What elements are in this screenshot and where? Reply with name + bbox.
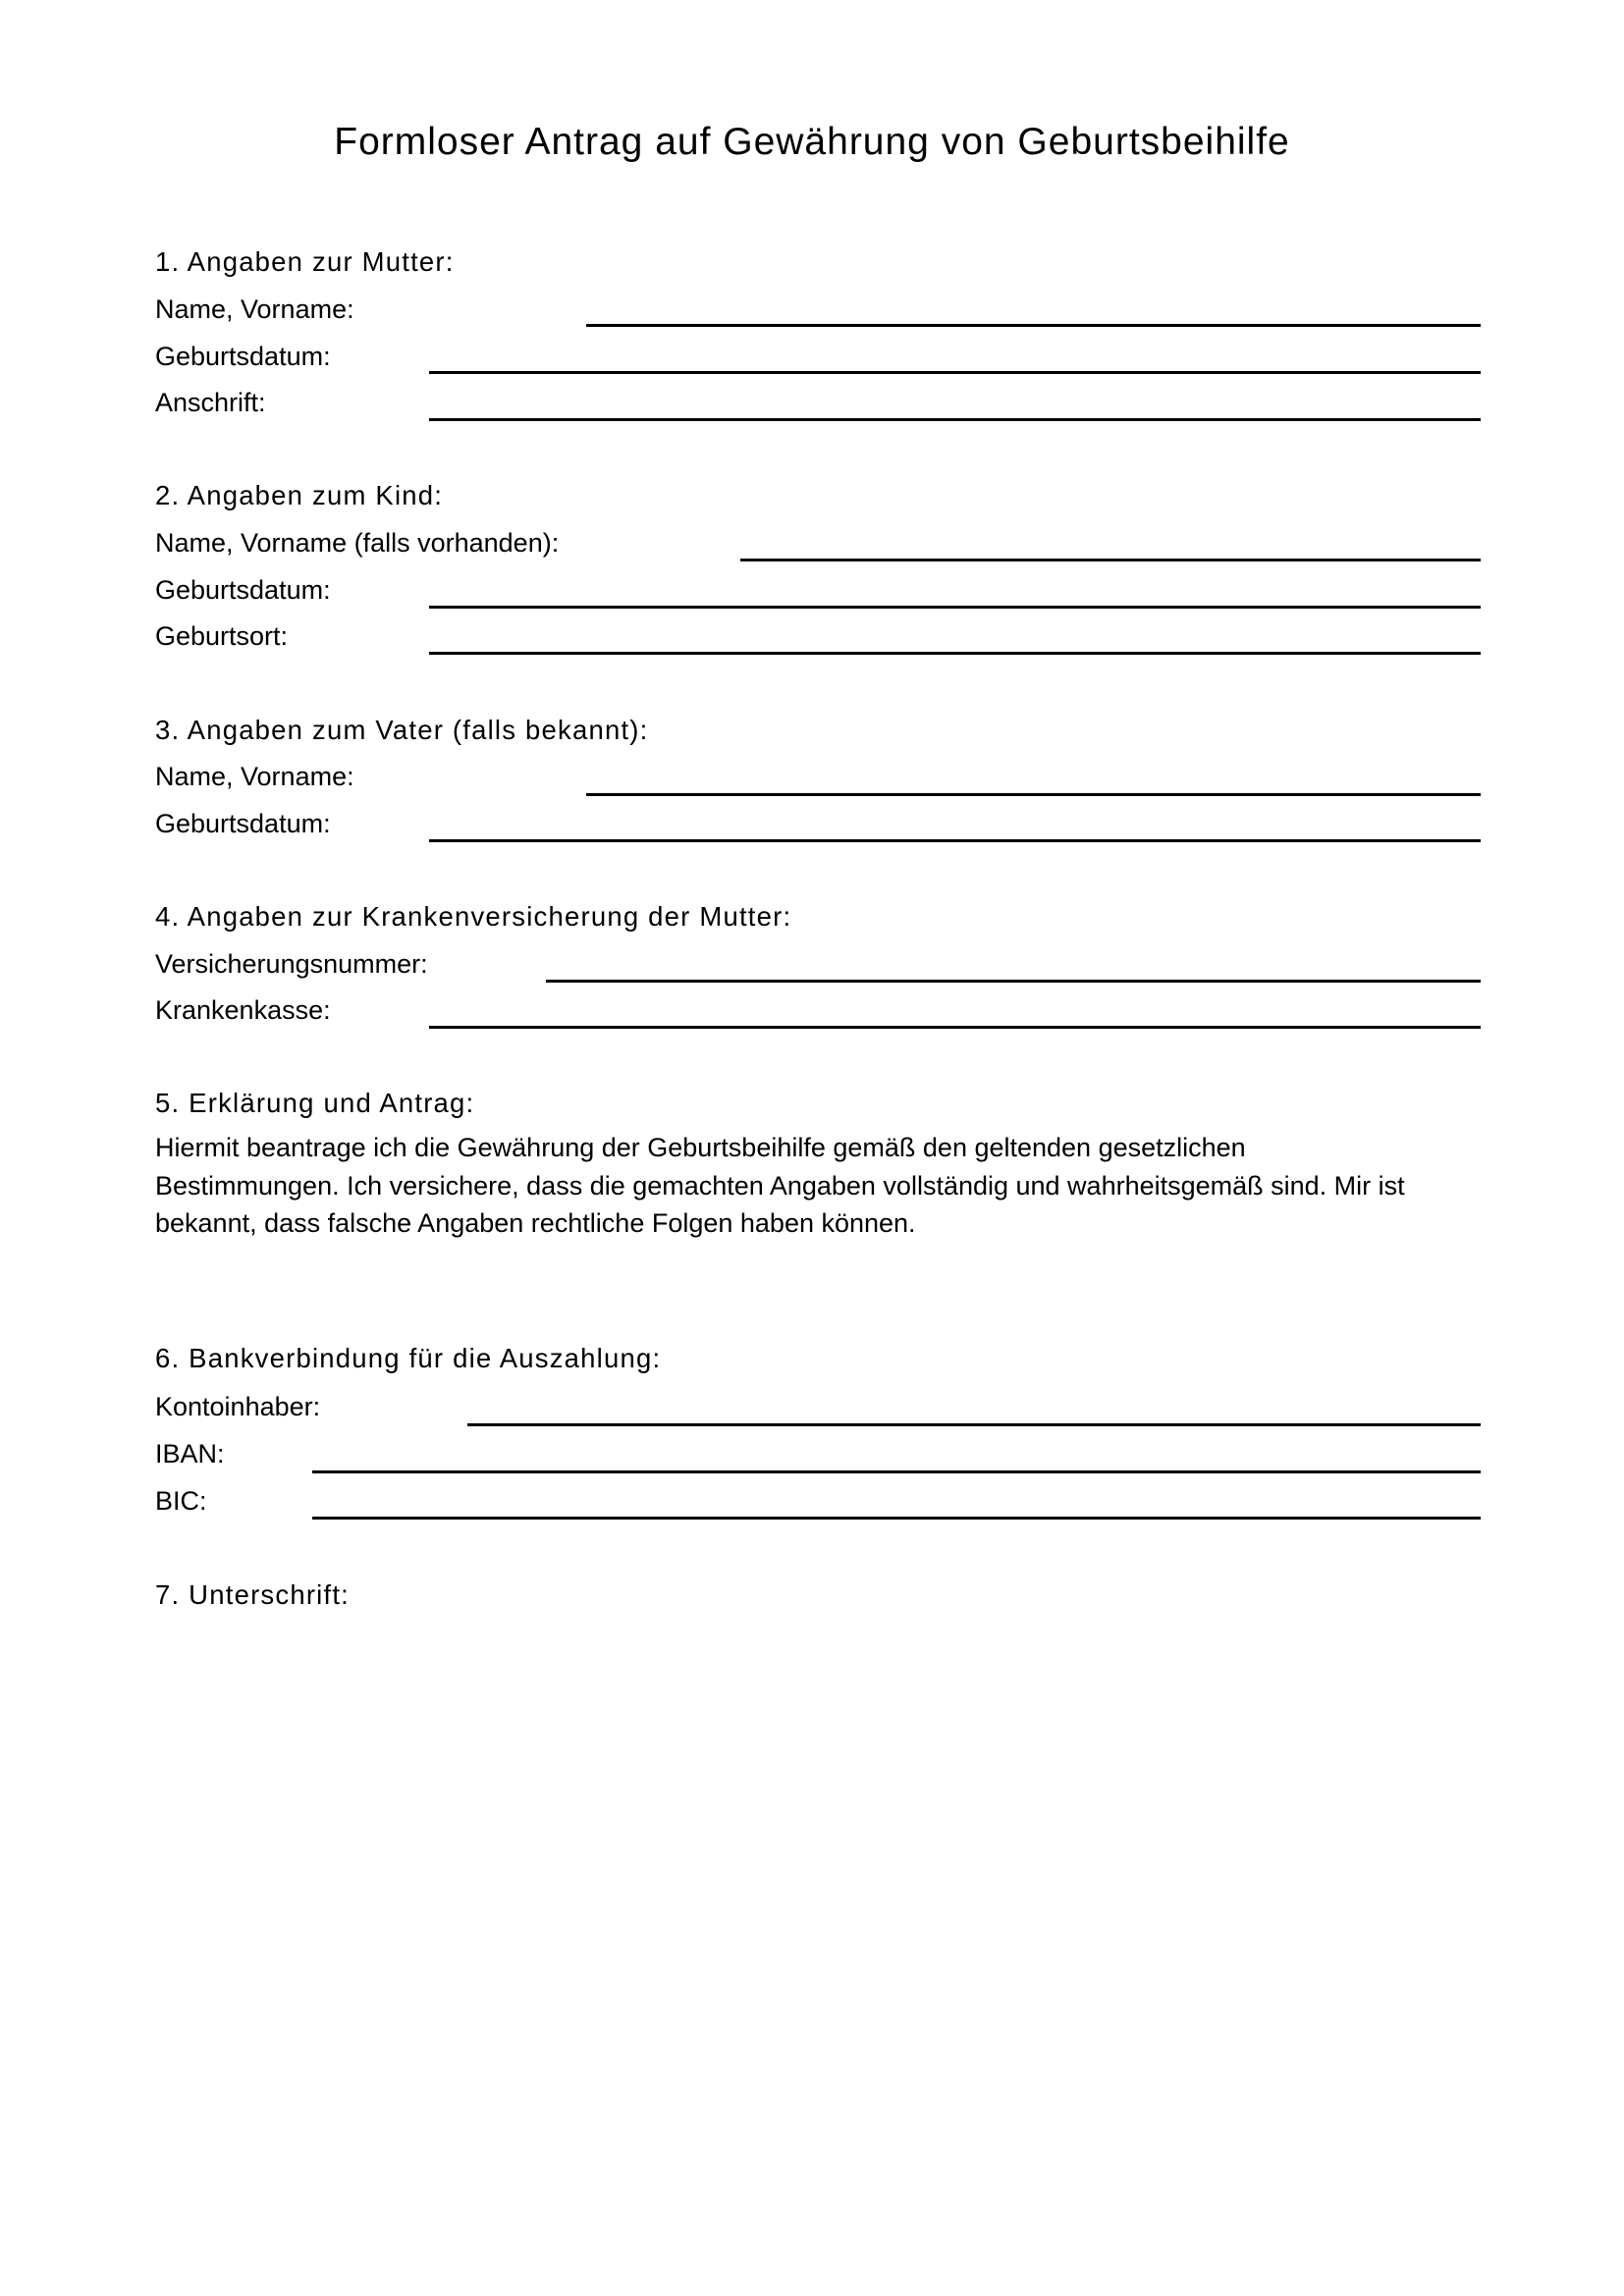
section-heading-declaration: 5. Erklärung und Antrag:: [155, 1088, 475, 1118]
section-heading-child: 2. Angaben zum Kind:: [155, 480, 444, 510]
child-birthplace-field[interactable]: [429, 652, 1481, 655]
section-heading-father: 3. Angaben zum Vater (falls bekannt):: [155, 715, 649, 745]
child-name-field[interactable]: [740, 559, 1481, 561]
child-birthdate-field[interactable]: [429, 606, 1481, 609]
father-birthdate-field[interactable]: [429, 839, 1481, 842]
father-name-field[interactable]: [586, 793, 1481, 796]
section-heading-signature: 7. Unterschrift:: [155, 1579, 351, 1610]
mother-address-field[interactable]: [429, 418, 1481, 421]
declaration-line: Hiermit beantrage ich die Gewährung der Geburtsbeihilfe gemäß den geltenden gesetzlichen: [155, 1133, 1246, 1162]
section-heading-mother: 1. Angaben zur Mutter:: [155, 246, 455, 277]
father-name-label: Name, Vorname:: [155, 762, 354, 791]
page-title: Formloser Antrag auf Gewährung von Geburtsbeihilfe: [334, 121, 1290, 163]
father-birthdate-label: Geburtsdatum:: [155, 809, 331, 838]
bank-bic-label: BIC:: [155, 1486, 207, 1516]
mother-birthdate-field[interactable]: [429, 371, 1481, 374]
declaration-line: Bestimmungen. Ich versichere, dass die gemachten Angaben vollständig und wahrheitsgemäß sind. Mir ist: [155, 1170, 1405, 1201]
section-heading-insurance: 4. Angaben zur Krankenversicherung der Mutter:: [155, 901, 792, 932]
bank-iban-label: IBAN:: [155, 1439, 225, 1468]
insurance-number-label: Versicherungsnummer:: [155, 949, 428, 979]
signature-area[interactable]: [155, 1629, 1481, 1924]
declaration-line: bekannt, dass falsche Angaben rechtliche Folgen haben können.: [155, 1208, 916, 1238]
bank-holder-label: Kontoinhaber:: [155, 1392, 321, 1421]
insurance-number-field[interactable]: [546, 980, 1481, 983]
child-name-label: Name, Vorname (falls vorhanden):: [155, 528, 560, 558]
child-birthplace-label: Geburtsort:: [155, 621, 289, 651]
mother-name-label: Name, Vorname:: [155, 294, 354, 324]
mother-birthdate-label: Geburtsdatum:: [155, 342, 331, 371]
section-heading-bank: 6. Bankverbindung für die Auszahlung:: [155, 1343, 662, 1373]
insurance-fund-label: Krankenkasse:: [155, 995, 331, 1025]
mother-address-label: Anschrift:: [155, 388, 266, 417]
insurance-fund-field[interactable]: [429, 1026, 1481, 1029]
bank-holder-field[interactable]: [467, 1423, 1481, 1426]
mother-name-field[interactable]: [586, 324, 1481, 327]
bank-iban-field[interactable]: [312, 1470, 1481, 1473]
declaration-text: [155, 1129, 1490, 1243]
child-birthdate-label: Geburtsdatum:: [155, 575, 331, 605]
bank-bic-field[interactable]: [312, 1517, 1481, 1520]
